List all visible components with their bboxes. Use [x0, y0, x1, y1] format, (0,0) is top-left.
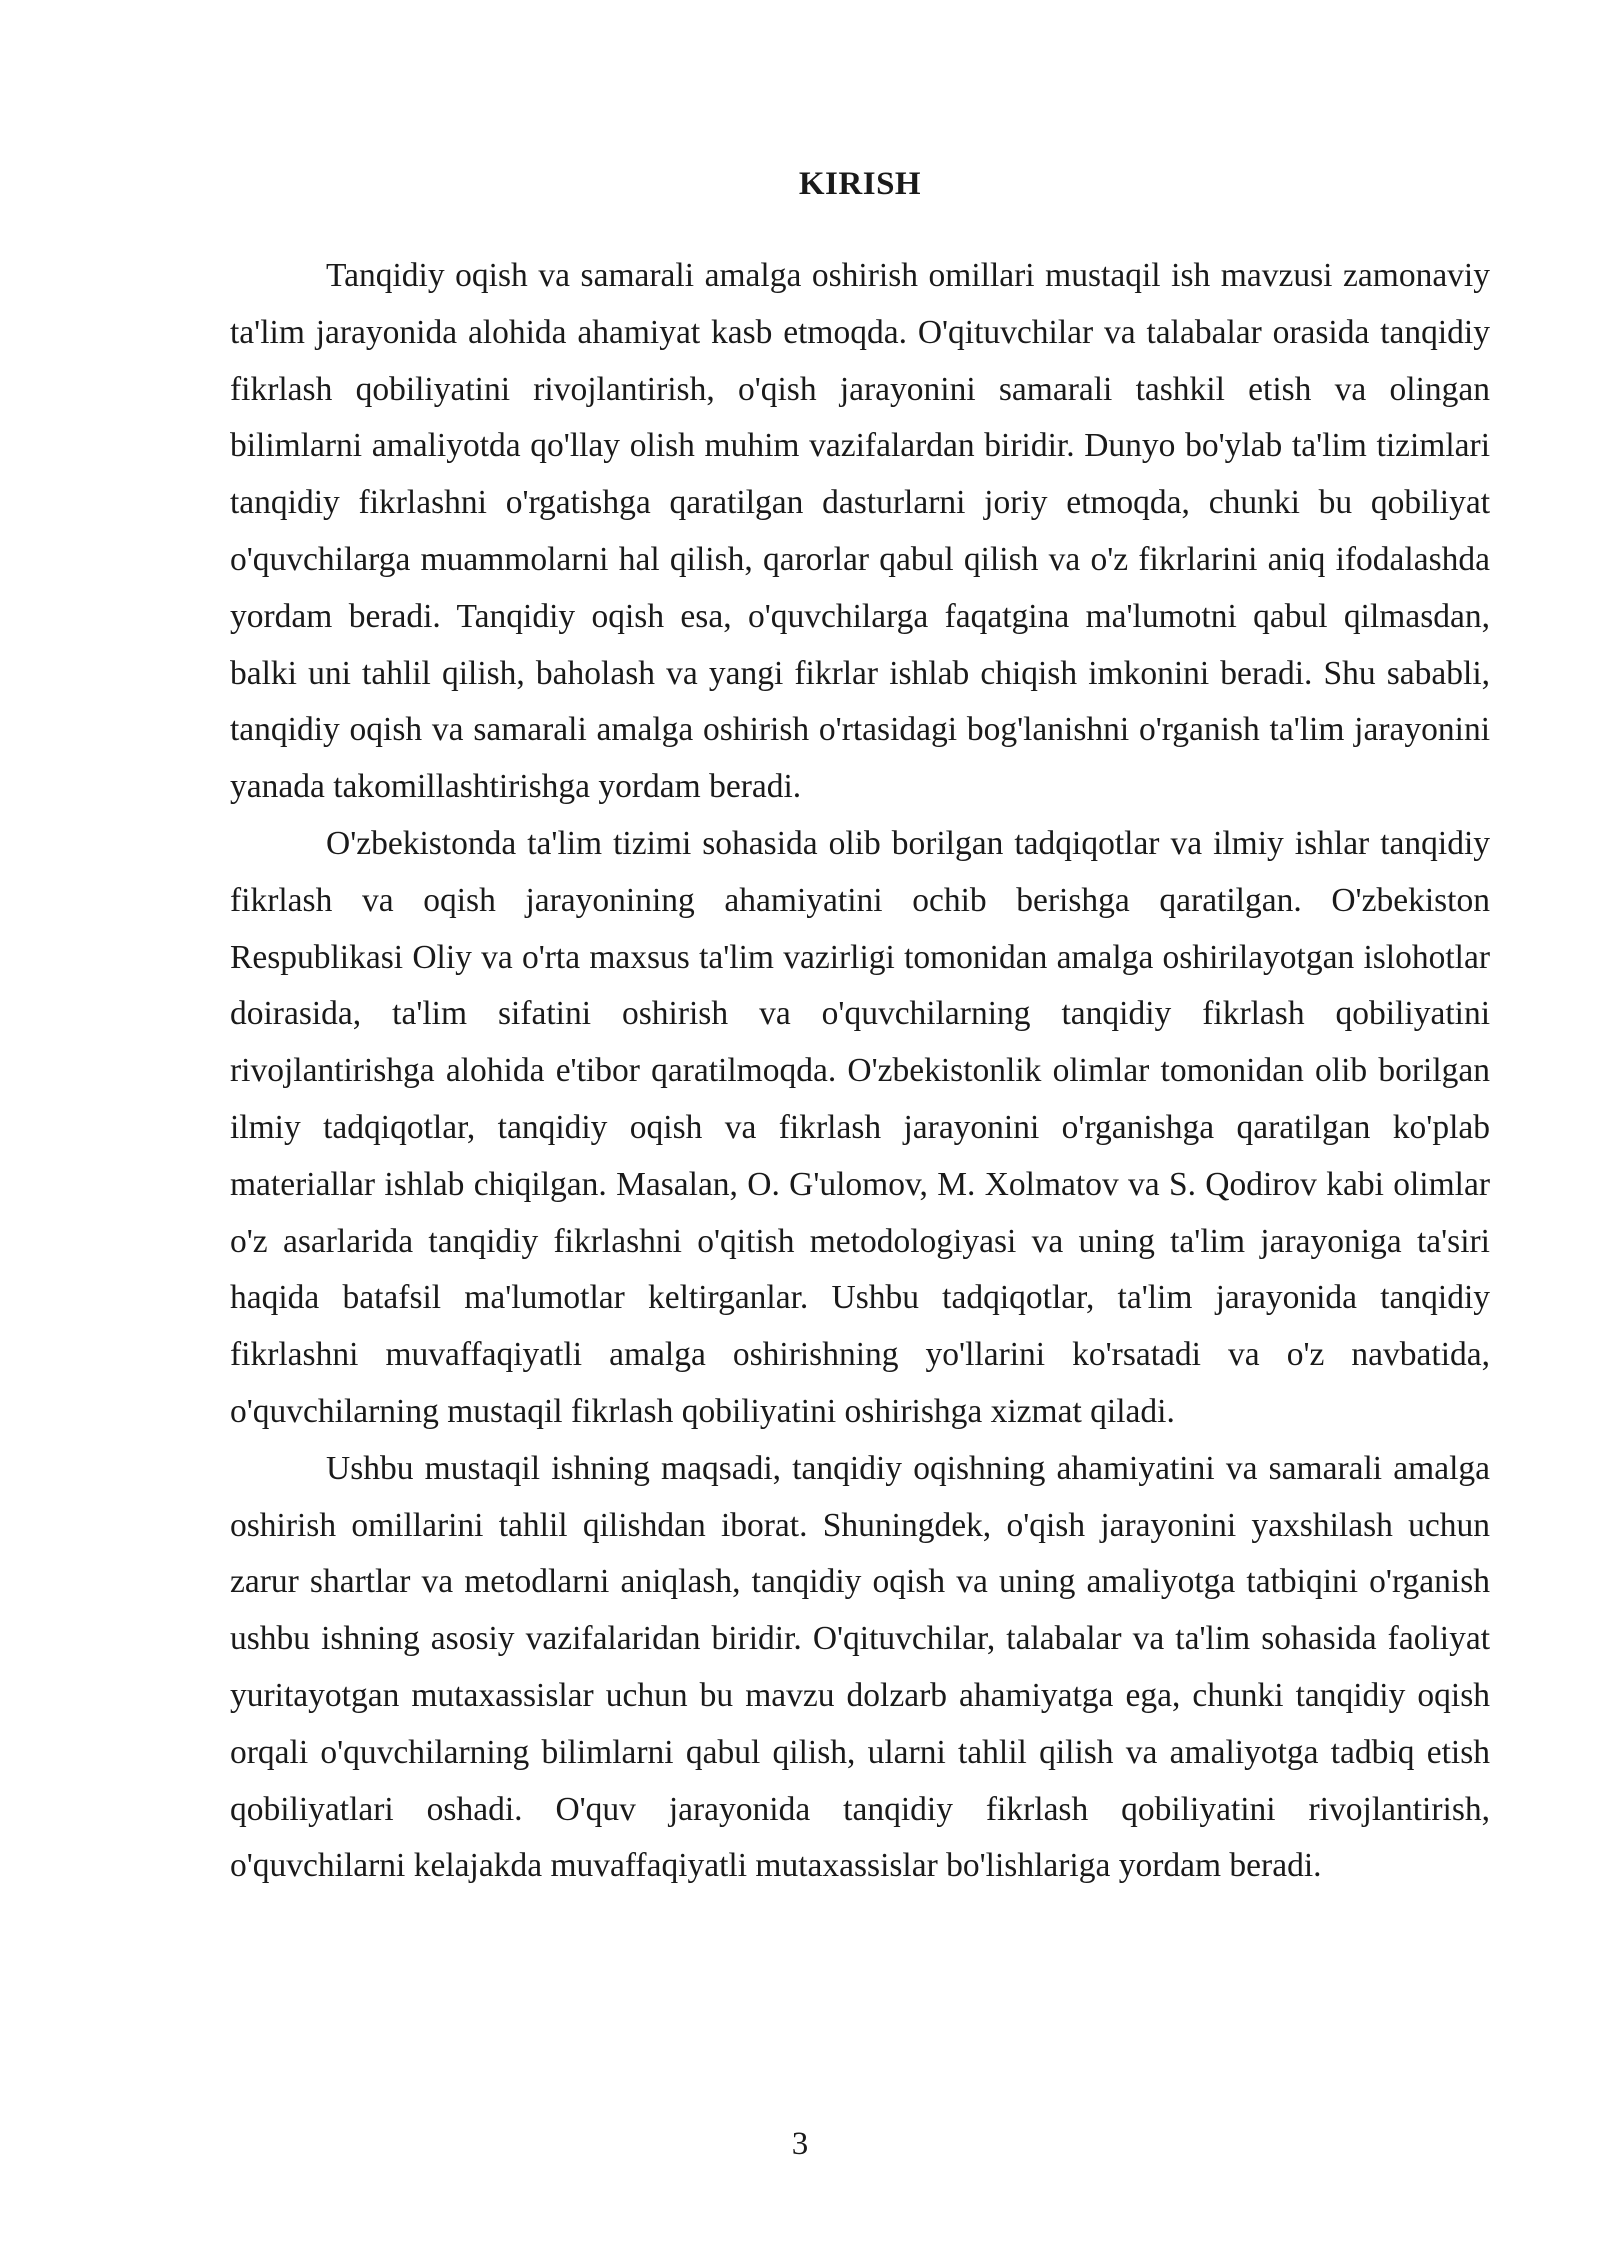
paragraph-1: Tanqidiy oqish va samarali amalga oshirish omillari mustaqil ish mavzusi zamonaviy ta'lim jarayonida alohida ahamiyat kasb etmoqda. O'qituvchilar va talabalar orasida tanqidiy fikrlash qobiliyatini rivojlantirish, o'qish jarayonini samarali tashkil etish va olingan bilimlarni amaliyotda qo'llay olish muhim vazifalardan biridir. Dunyo bo'ylab ta'lim tizimlari tanqidiy fikrlashni o'rgatishga qaratilgan dasturlarni joriy etmoqda, chunki bu qobiliyat o'quvchilarga muammolarni hal qilish, qarorlar qabul qilish va o'z fikrlarini aniq ifodalashda yordam beradi. Tanqidiy oqish esa, o'quvchilarga faqatgina ma'lumotni qabul qilmasdan, balki uni tahlil qilish, baholash va yangi fikrlar ishlab chiqish imkonini beradi. Shu sababli, tanqidiy oqish va samarali amalga oshirish o'rtasidagi bog'lanishni o'rganish ta'lim jarayonini yanada takomillashtirishga yordam beradi.: [230, 257, 1490, 806]
paragraph-2: O'zbekistonda ta'lim tizimi sohasida olib borilgan tadqiqotlar va ilmiy ishlar tanqidiy fikrlash va oqish jarayonining ahamiyatini ochib berishga qaratilgan. O'zbekiston Respublikasi Oliy va o'rta maxsus ta'lim vazirligi tomonidan amalga oshirilayotgan islohotlar doirasida, ta'lim sifatini oshirish va o'quvchilarning tanqidiy fikrlash qobiliyatini rivojlantirishga alohida e'tibor qaratilmoqda. O'zbekistonlik olimlar tomonidan olib borilgan ilmiy tadqiqotlar, tanqidiy oqish va fikrlash jarayonini o'rganishga qaratilgan ko'plab materiallar ishlab chiqilgan. Masalan, O. G'ulomov, M. Xolmatov va S. Qodirov kabi olimlar o'z asarlarida tanqidiy fikrlashni o'qitish metodologiyasi va uning ta'lim jarayoniga ta'siri haqida batafsil ma'lumotlar keltirganlar. Ushbu tadqiqotlar, ta'lim jarayonida tanqidiy fikrlashni muvaffaqiyatli amalga oshirishning yo'llarini ko'rsatadi va o'z navbatida, o'quvchilarning mustaqil fikrlash qobiliyatini oshirishga xizmat qiladi.: [230, 824, 1490, 1430]
page-number: 3: [791, 2126, 809, 2162]
paragraph-3: Ushbu mustaqil ishning maqsadi, tanqidiy oqishning ahamiyatini va samarali amalga oshirish omillarini tahlil qilishdan iborat. Shuningdek, o'qish jarayonini yaxshilash uchun zarur shartlar va metodlarni aniqlash, tanqidiy oqish va uning amaliyotga tatbiqini o'rganish ushbu ishning asosiy vazifalaridan biridir. O'qituvchilar, talabalar va ta'lim sohasida faoliyat yuritayotgan mutaxassislar uchun bu mavzu dolzarb ahamiyatga ega, chunki tanqidiy oqish orqali o'quvchilarning bilimlarni qabul qilish, ularni tahlil qilish va amaliyotga tadbiq etish qobiliyatlari oshadi. O'quv jarayonida tanqidiy fikrlash qobiliyatini rivojlantirish, o'quvchilarni kelajakda muvaffaqiyatli mutaxassislar bo'lishlariga yordam beradi.: [230, 1449, 1490, 1885]
section-title: KIRISH: [798, 166, 922, 202]
body-text: [230, 248, 1490, 1895]
